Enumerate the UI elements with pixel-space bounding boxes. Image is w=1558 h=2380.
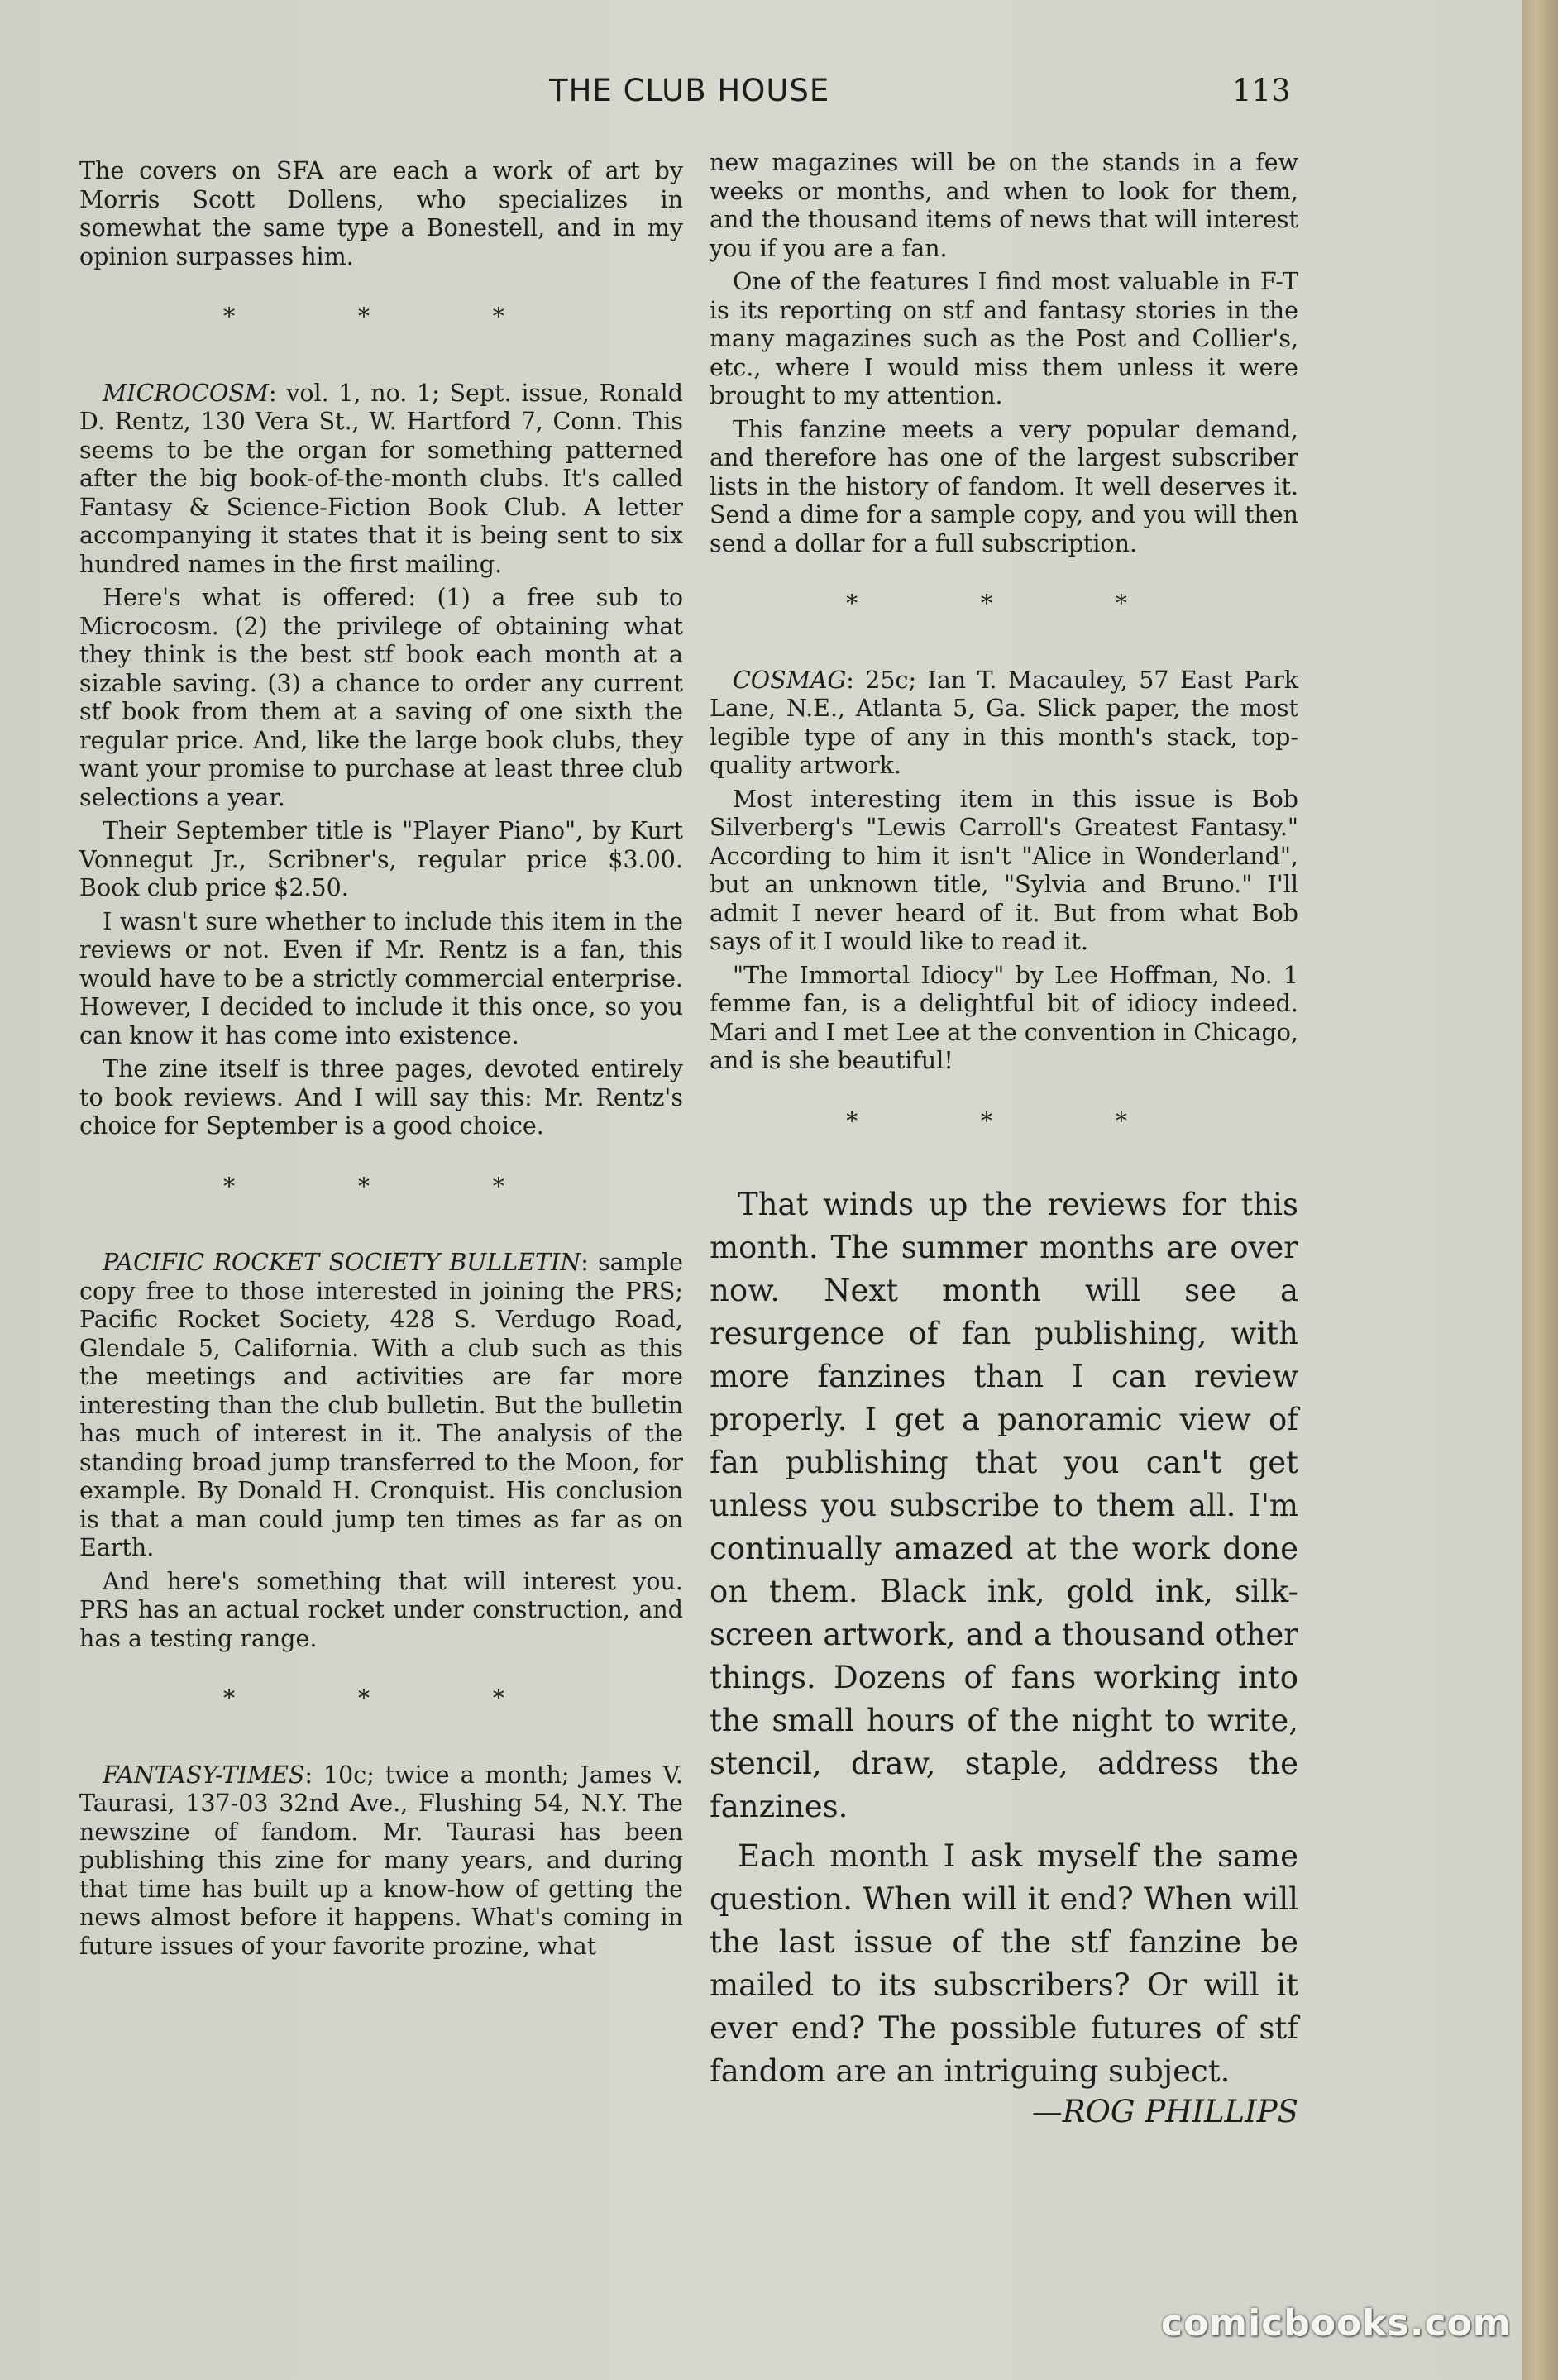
paragraph: One of the features I find most valuable in F-T is its reporting on stf and fantasy stories in the many magazines such as the Post and Collier's, etc., where I would miss them unless it were brought to my attention. bbox=[710, 268, 1298, 409]
review-prs-intro: PACIFIC ROCKET SOCIETY BULLETIN: sample copy free to those interested in joining the PRS; Pacific Rocket Society, 428 S. Verdugo Road, Glendale 5, California. With a club such as this the meetings and activities are far more interesting than the club bulletin. But the bulletin has much of interest in it. The analysis of the standing broad jump transferred to the Moon, for example. By Donald H. Cronquist. His conclusion is that a man could jump ten times as far as on Earth. bbox=[79, 1249, 683, 1561]
closing-remarks bbox=[710, 1183, 1298, 2093]
paragraph: Here's what is offered: (1) a free sub to Microcosm. (2) the privilege of obtaining what they think is the best stf book each month at a sizable saving. (3) a chance to order any current stf book from them at a saving of one sixth the regular price. And, like the large book clubs, they want your promise to purchase at least three club selections a year. bbox=[79, 584, 683, 811]
review-title-microcosm: MICROCOSM bbox=[103, 379, 269, 407]
paragraph: The zine itself is three pages, devoted entirely to book reviews. And I will say this: Mr. Rentz's choice for September is a good choice. bbox=[79, 1055, 683, 1140]
section-separator: * * * bbox=[223, 1685, 562, 1712]
review-title-fantasy-times: FANTASY-TIMES bbox=[103, 1761, 305, 1789]
page-number: 113 bbox=[1232, 73, 1291, 108]
section-separator: * * * bbox=[223, 1172, 562, 1200]
right-column bbox=[710, 149, 1298, 2131]
paragraph: This fanzine meets a very popular demand, and therefore has one of the largest subscriber lists in the history of fandom. It well deserves it. Send a dime for a sample copy, and you will then send a dollar for a full subscription. bbox=[710, 415, 1298, 557]
closing-paragraph: Each month I ask myself the same question. When will it end? When will the last issue of the stf fanzine be mailed to its subscribers? Or will it ever end? The possible futures of stf fandom are an intriguing subject. bbox=[710, 1838, 1298, 2089]
paragraph: And here's something that will interest you. PRS has an actual rocket under construction, and has a testing range. bbox=[79, 1567, 683, 1652]
section-separator: * * * bbox=[846, 590, 1185, 617]
review-title-cosmag: COSMAG bbox=[733, 666, 847, 694]
review-title-prs: PACIFIC ROCKET SOCIETY BULLETIN bbox=[103, 1249, 581, 1276]
paragraph: Most interesting item in this issue is Bob Silverberg's "Lewis Carroll's Greatest Fantasy." According to him it isn't "Alice in Wonderland", but an unknown title, "Sylvia and Bruno." I'll admit I never heard of it. But from what Bob says of it I would like to read it. bbox=[710, 785, 1298, 955]
running-head: THE CLUB HOUSE bbox=[549, 73, 830, 108]
paragraph-continued: new magazines will be on the stands in a few weeks or months, and when to look for them, and the thousand items of news that will interest you if you are a fan. bbox=[710, 149, 1298, 262]
author-signature: —ROG PHILLIPS bbox=[1031, 2094, 1298, 2129]
page-header bbox=[0, 73, 1558, 122]
site-watermark: comicbooks.com bbox=[1161, 2302, 1512, 2344]
section-separator: * * * bbox=[846, 1106, 1185, 1135]
section-separator: * * * bbox=[223, 303, 562, 330]
left-column bbox=[79, 157, 683, 1961]
review-fantasy-times-intro: FANTASY-TIMES: 10c; twice a month; James V. Taurasi, 137-03 32nd Ave., Flushing 54, N.Y. The newszine of fandom. Mr. Taurasi has been publishing this zine for many years, and during that time has built up a know-how of getting the news almost before it happens. What's coming in future issues of your favorite prozine, what bbox=[79, 1761, 683, 1960]
page-edge bbox=[1522, 0, 1558, 2380]
paragraph-covers: The covers on SFA are each a work of art by Morris Scott Dollens, who specializes in somewhat the same type a Bonestell, and in my opinion surpasses him. bbox=[79, 157, 683, 270]
closing-paragraph: That winds up the reviews for this month. The summer months are over now. Next month will see a resurgence of fan publishing, with more fanzines than I can review properly. I get a panoramic view of fan publishing that you can't get unless you subscribe to them all. I'm continually amazed at the work done on them. Black ink, gold ink, silk-screen artwork, and a thousand other things. Dozens of fans working into the small hours of the night to write, stencil, draw, staple, address the fanzines. bbox=[710, 1187, 1298, 1824]
review-microcosm-intro: MICROCOSM: vol. 1, no. 1; Sept. issue, Ronald D. Rentz, 130 Vera St., W. Hartford 7, Conn. This seems to be the organ for something patterned after the big book-of-the-month clubs. It's called Fantasy & Science-Fiction Book Club. A letter accompanying it states that it is being sent to six hundred names in the first mailing. bbox=[79, 379, 683, 578]
review-cosmag-intro: COSMAG: 25c; Ian T. Macauley, 57 East Park Lane, N.E., Atlanta 5, Ga. Slick paper, the most legible type of any in this month's stack, top-quality artwork. bbox=[710, 666, 1298, 779]
paragraph: Their September title is "Player Piano", by Kurt Vonnegut Jr., Scribner's, regular price $3.00. Book club price $2.50. bbox=[79, 817, 683, 901]
paragraph: I wasn't sure whether to include this item in the reviews or not. Even if Mr. Rentz is a fan, this would have to be a strictly commercial enterprise. However, I decided to include it this once, so you can know it has come into existence. bbox=[79, 907, 683, 1049]
paragraph: "The Immortal Idiocy" by Lee Hoffman, No. 1 femme fan, is a delightful bit of idiocy indeed. Mari and I met Lee at the convention in Chicago, and is she beautiful! bbox=[710, 961, 1298, 1074]
